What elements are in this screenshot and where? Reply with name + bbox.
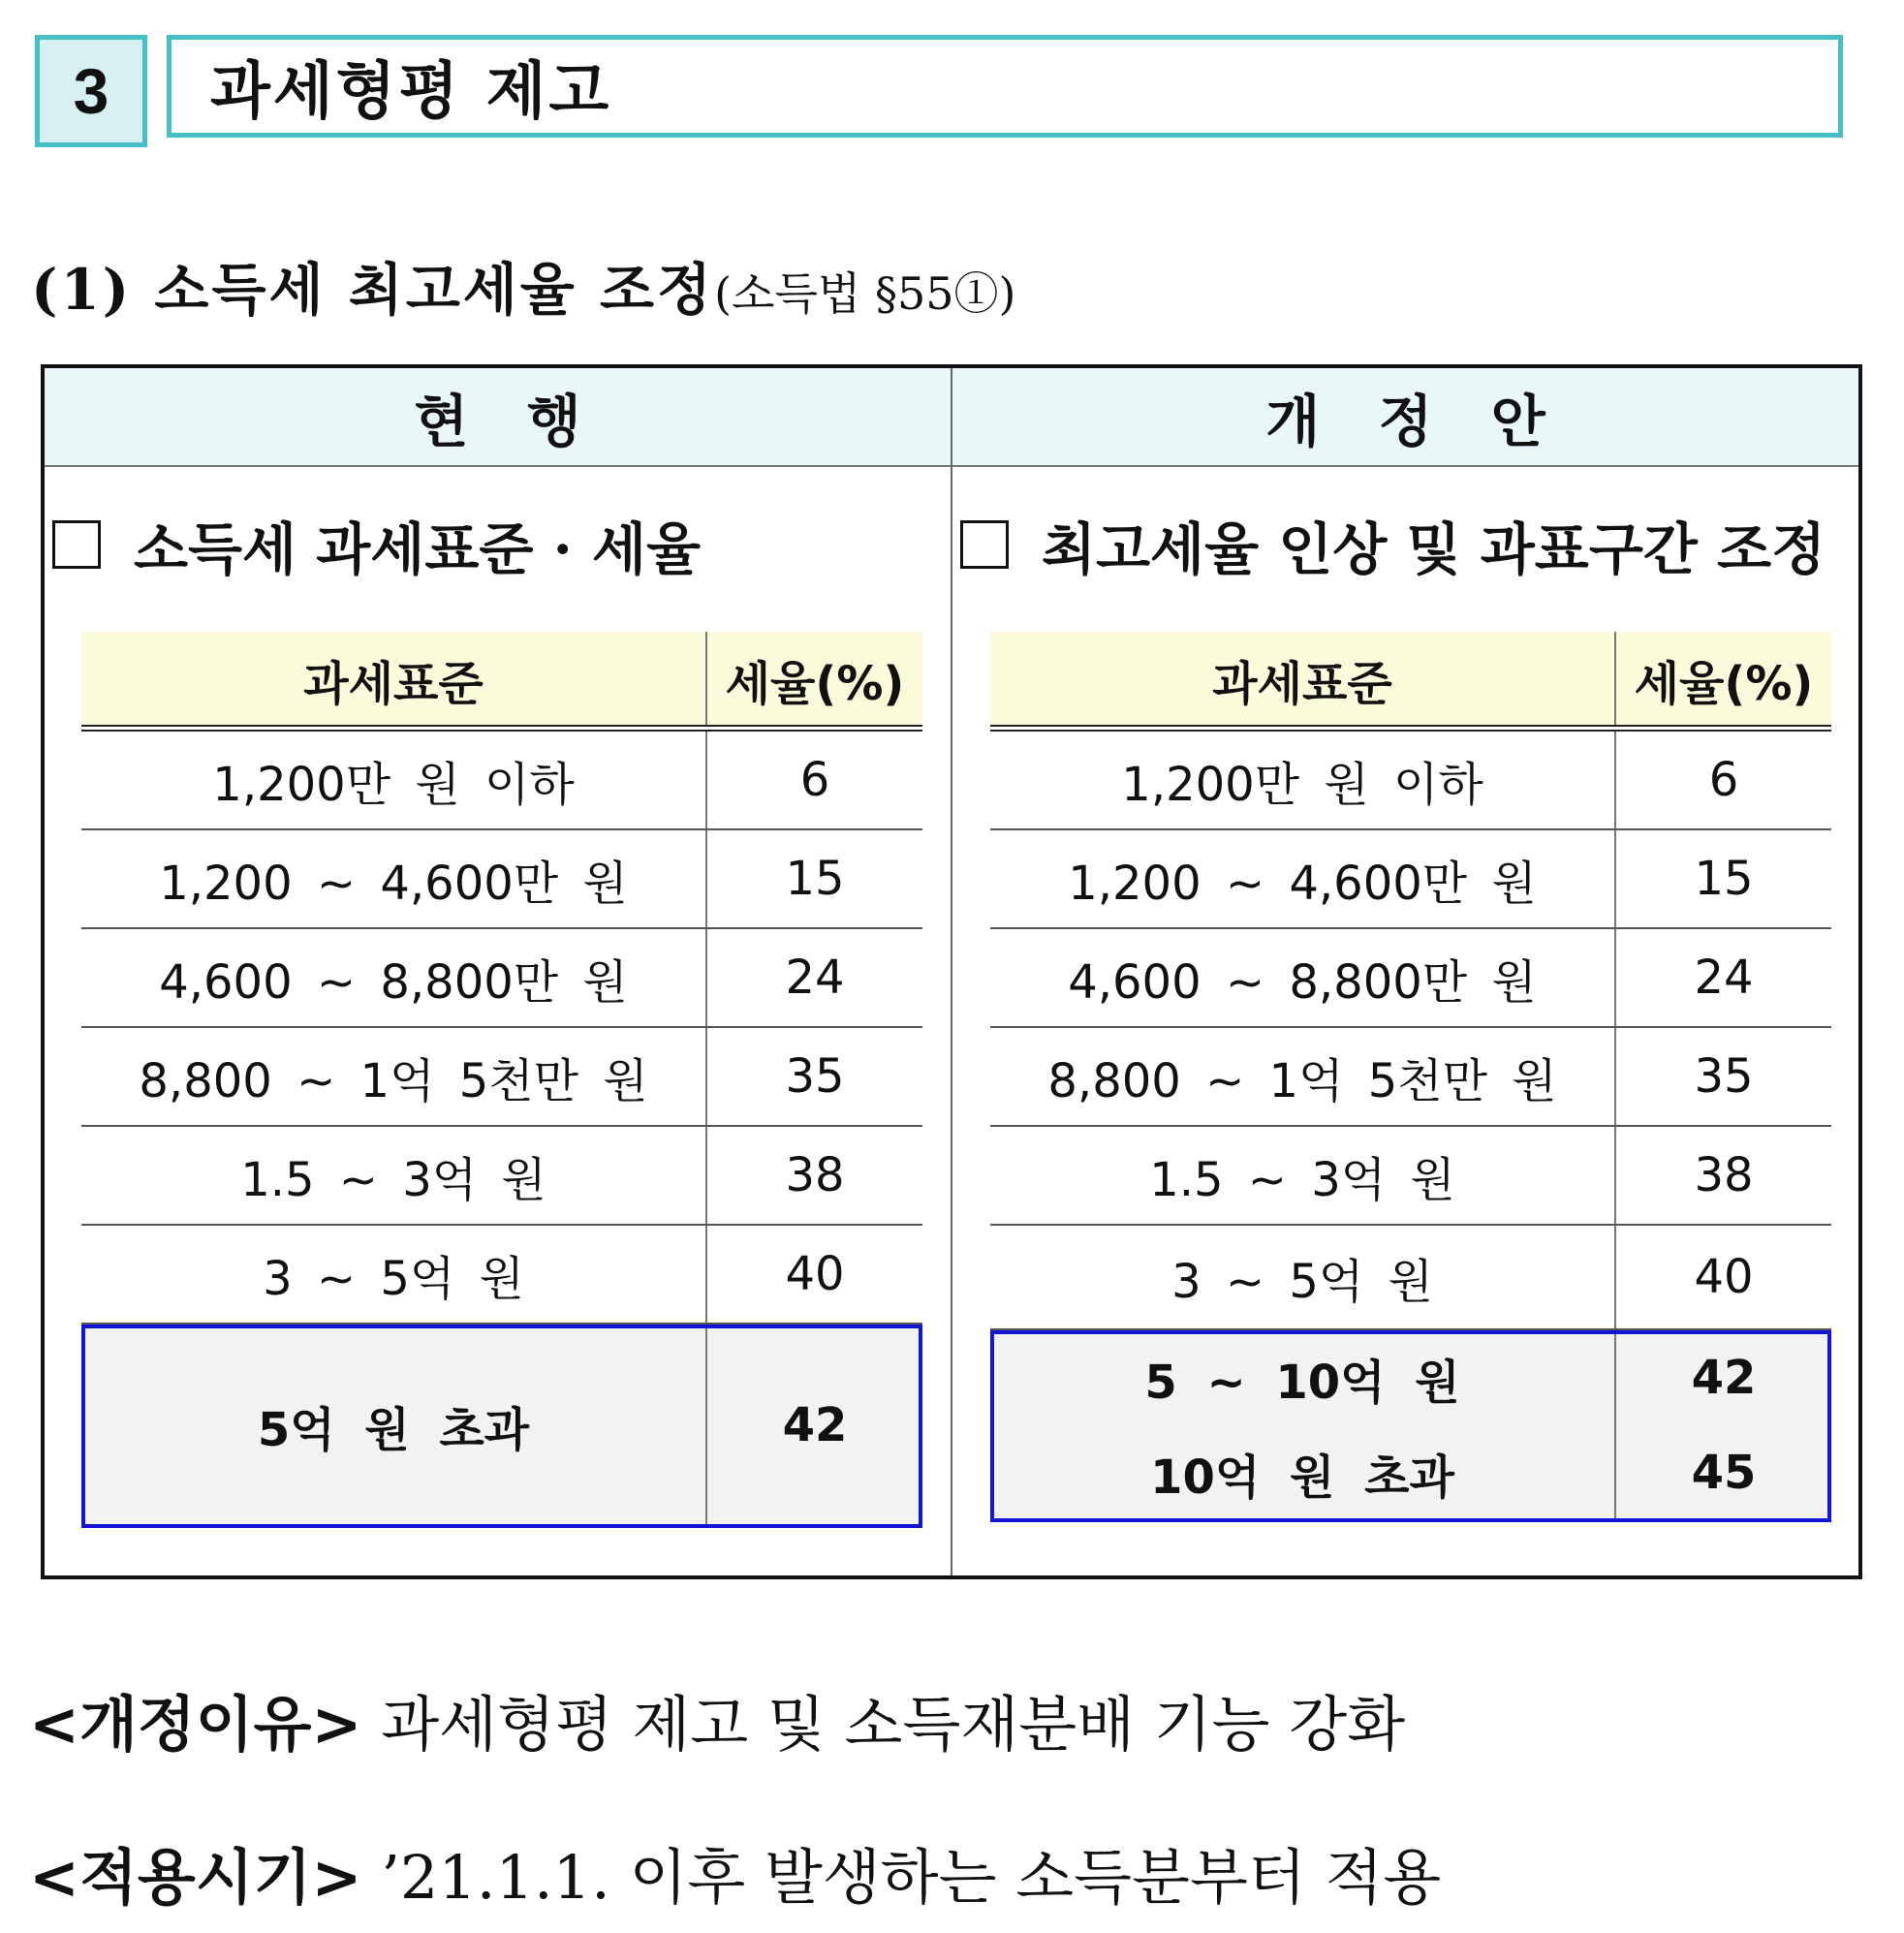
bracket-cell: 1.5 ~ 3억 원 <box>81 1127 707 1224</box>
bracket-cell: 8,800 ~ 1억 5천만 원 <box>81 1028 707 1125</box>
proposed-heading: 개 정 안 <box>1265 389 1545 454</box>
current-item <box>52 504 701 585</box>
column-divider <box>951 368 952 1575</box>
bracket-cell: 1,200 ~ 4,600만 원 <box>990 830 1616 927</box>
bracket-cell: 3 ~ 5억 원 <box>990 1226 1616 1328</box>
rate-cell: 24 <box>785 951 845 1005</box>
highlight-row <box>81 1325 922 1526</box>
bracket-cell: 4,600 ~ 8,800만 원 <box>990 929 1616 1026</box>
rate-cell: 45 <box>1691 1446 1757 1500</box>
rate-cell: 15 <box>785 852 845 906</box>
table-row <box>990 1028 1831 1127</box>
table-row <box>81 830 922 929</box>
bracket-cell: 5 ~ 10억 원 <box>990 1330 1616 1425</box>
current-heading: 현 행 <box>414 389 581 454</box>
table-row <box>81 732 922 830</box>
rate-cell: 38 <box>1694 1148 1754 1202</box>
table-row <box>81 1127 922 1226</box>
section-title: 과세형평 제고 <box>167 35 1843 138</box>
bracket-cell: 8,800 ~ 1억 5천만 원 <box>990 1028 1616 1125</box>
table-header-row <box>990 632 1831 727</box>
proposed-item-label: 최고세율 인상 및 과표구간 조정 <box>1042 516 1826 582</box>
note-reason <box>29 1676 1405 1762</box>
col-header-rate: 세율(%) <box>725 656 905 711</box>
rate-cell: 38 <box>785 1148 845 1202</box>
rate-cell: 40 <box>1694 1250 1754 1304</box>
section-number: 3 <box>35 35 147 147</box>
note-reason-text: 과세형평 제고 및 소득재분배 기능 강화 <box>381 1689 1405 1760</box>
note-effective-text: ’21.1.1. 이후 발생하는 소득분부터 적용 <box>381 1842 1442 1913</box>
header-double-rule <box>990 725 1831 732</box>
subsection-title <box>31 244 1015 326</box>
table-row <box>990 929 1831 1028</box>
table-row <box>990 1226 1831 1330</box>
subsection-title-main: (1) 소득세 최고세율 조정 <box>31 257 715 323</box>
bracket-cell: 1,200 ~ 4,600만 원 <box>81 830 707 927</box>
highlight-row <box>990 1425 1831 1520</box>
table-row <box>990 1127 1831 1226</box>
table-row <box>990 830 1831 929</box>
subsection-law-ref: (소득법 §55①) <box>714 267 1016 320</box>
rate-cell: 42 <box>782 1398 848 1452</box>
col-header-rate: 세율(%) <box>1634 656 1814 711</box>
table-header-row <box>81 632 922 727</box>
table-row <box>81 1226 922 1325</box>
bracket-cell: 10억 원 초과 <box>990 1425 1616 1520</box>
note-effective-tag: <적용시기> <box>29 1842 362 1913</box>
highlight-row <box>990 1330 1831 1427</box>
header-double-rule <box>81 725 922 732</box>
rate-cell: 42 <box>1691 1351 1757 1405</box>
comparison-table <box>41 364 1862 1579</box>
rate-cell: 15 <box>1694 852 1754 906</box>
bracket-cell: 1.5 ~ 3억 원 <box>990 1127 1616 1224</box>
checkbox-bullet-icon <box>960 520 1009 569</box>
current-item-label: 소득세 과세표준 · 세율 <box>134 516 702 582</box>
proposed-item <box>960 504 1826 585</box>
col-header-bracket: 과세표준 <box>990 632 1616 727</box>
bracket-cell: 1,200만 원 이하 <box>990 732 1616 828</box>
bracket-cell: 5억 원 초과 <box>81 1325 707 1526</box>
rate-cell: 35 <box>785 1049 845 1104</box>
rate-cell: 6 <box>799 753 830 807</box>
rate-cell: 6 <box>1708 753 1739 807</box>
bracket-cell: 1,200만 원 이하 <box>81 732 707 828</box>
note-reason-tag: <개정이유> <box>29 1689 362 1760</box>
table-row <box>81 929 922 1028</box>
rate-cell: 40 <box>785 1247 845 1301</box>
rate-cell: 24 <box>1694 951 1754 1005</box>
table-row <box>990 732 1831 830</box>
checkbox-bullet-icon <box>52 520 101 569</box>
table-row <box>81 1028 922 1127</box>
bracket-cell: 3 ~ 5억 원 <box>81 1226 707 1323</box>
rate-cell: 35 <box>1694 1049 1754 1104</box>
bracket-cell: 4,600 ~ 8,800만 원 <box>81 929 707 1026</box>
col-header-bracket: 과세표준 <box>81 632 707 727</box>
note-effective-date <box>29 1829 1441 1916</box>
